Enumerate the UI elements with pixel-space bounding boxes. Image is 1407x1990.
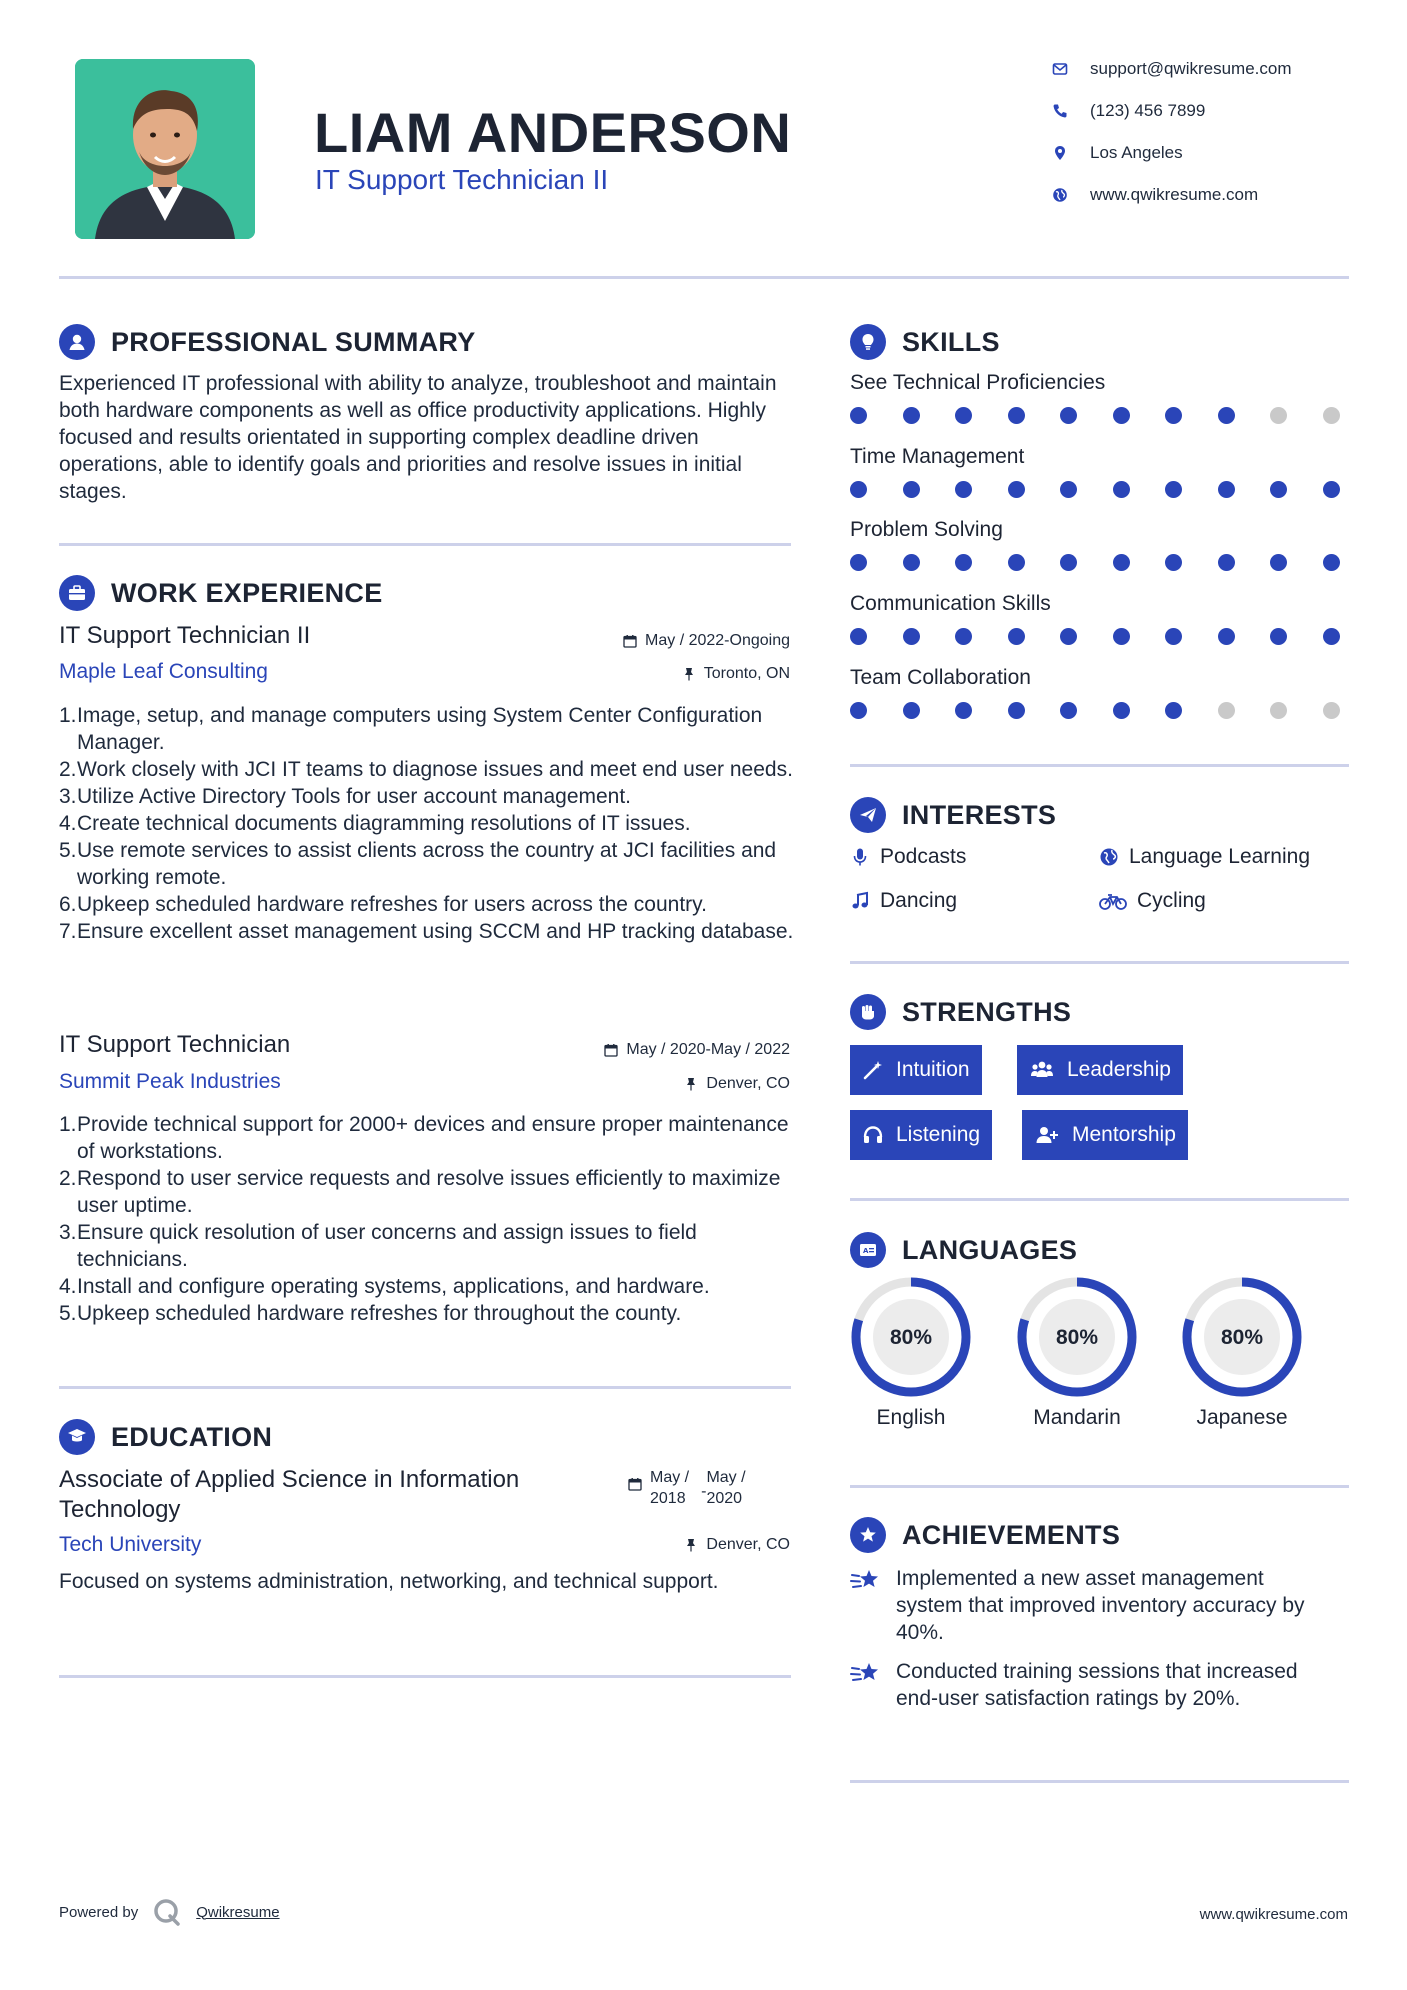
job-2-location (684, 1075, 790, 1093)
strengths-title: STRENGTHS (902, 996, 1072, 1027)
rating-dot-filled (1270, 628, 1287, 645)
interest-cycling (1099, 889, 1206, 913)
interest-podcasts (850, 845, 966, 869)
languages-heading (850, 1232, 1077, 1268)
rating-dot-filled (1270, 554, 1287, 571)
education-location-text: Denver, CO (706, 1536, 790, 1553)
education-location (684, 1536, 790, 1554)
skill-4 (850, 592, 1340, 645)
rating-dot-filled (903, 407, 920, 424)
rating-dot-filled (1165, 407, 1182, 424)
edu-end (706, 1467, 745, 1509)
summary-divider (59, 543, 791, 546)
phone-text: (123) 456 7899 (1090, 101, 1206, 120)
job-2-dates-text: May / 2020-May / 2022 (626, 1041, 790, 1058)
skill-4-rating (850, 628, 1340, 645)
summary-title: PROFESSIONAL SUMMARY (111, 326, 476, 357)
microphone-icon (850, 847, 870, 867)
rating-dot-filled (1060, 407, 1077, 424)
rating-dot-filled (903, 554, 920, 571)
skill-1-name: See Technical Proficiencies (850, 371, 1106, 394)
job-2-location-text: Denver, CO (706, 1075, 790, 1092)
list-item: 5. Upkeep scheduled hardware refreshes for throughout the county. (59, 1302, 682, 1325)
rating-dot-filled (1270, 481, 1287, 498)
rating-dot-filled (850, 481, 867, 498)
strength-listening (850, 1110, 992, 1160)
rating-dot-filled (850, 628, 867, 645)
achievements-divider (850, 1780, 1349, 1783)
job-1-dates (623, 632, 790, 650)
skill-3-name: Problem Solving (850, 518, 1003, 541)
contact-email[interactable] (1052, 57, 1292, 81)
strength-label: Mentorship (1072, 1123, 1176, 1146)
language-japanese-ring (1181, 1276, 1303, 1398)
degree-line-1: Associate of Applied Science in Information (59, 1466, 520, 1493)
interests-title: INTERESTS (902, 799, 1057, 830)
pushpin-icon (682, 667, 696, 681)
strengths-heading (850, 994, 1071, 1030)
magic-wand-icon (862, 1059, 884, 1081)
language-mandarin (992, 1276, 1162, 1430)
bicycle-icon (1099, 891, 1127, 911)
list-item: 1. Image, setup, and manage computers using System Center Configuration Manager. (59, 704, 763, 754)
pushpin-icon (684, 1077, 698, 1091)
strength-label: Intuition (896, 1058, 970, 1081)
language-mandarin-ring (1016, 1276, 1138, 1398)
fist-icon (850, 994, 886, 1030)
website-text: www.qwikresume.com (1090, 185, 1259, 204)
language-english (826, 1276, 996, 1430)
skill-1-rating (850, 407, 1340, 424)
strength-label: Leadership (1067, 1058, 1171, 1081)
rating-dot-filled (955, 481, 972, 498)
header-divider (59, 276, 1349, 279)
headphones-icon (862, 1124, 884, 1146)
rating-dot-filled (850, 407, 867, 424)
degree-line-2: Technology (59, 1496, 181, 1523)
experience-title: WORK EXPERIENCE (111, 577, 383, 608)
contact-location (1052, 141, 1183, 165)
rating-dot-filled (1218, 407, 1235, 424)
skills-title: SKILLS (902, 326, 1000, 357)
job-1-location-text: Toronto, ON (703, 665, 790, 682)
achievements-title: ACHIEVEMENTS (902, 1519, 1121, 1550)
language-card-icon (850, 1232, 886, 1268)
job-1-bullets (59, 702, 794, 945)
skill-3-rating (850, 554, 1340, 571)
skills-divider (850, 764, 1349, 767)
interests-heading (850, 797, 1056, 833)
job-1-location (682, 665, 790, 683)
calendar-icon (604, 1043, 618, 1057)
achievement-1-text: Implemented a new asset management system that improved inventory accuracy by 40%. (896, 1567, 1305, 1644)
rating-dot-filled (1218, 628, 1235, 645)
interest-label: Language Learning (1129, 845, 1311, 868)
user-icon (59, 324, 95, 360)
footer-website[interactable]: www.qwikresume.com (1199, 1906, 1348, 1923)
skills-heading (850, 324, 1000, 360)
qwikresume-logo-icon (152, 1897, 182, 1927)
shooting-star-icon (850, 1567, 882, 1595)
contact-phone[interactable] (1052, 99, 1205, 123)
rating-dot-filled (1113, 407, 1130, 424)
education-divider (59, 1675, 791, 1678)
edu-start-month: May / (650, 1469, 690, 1486)
contact-website[interactable] (1052, 183, 1258, 207)
education-description: Focused on systems administration, networking, and technical support. (59, 1570, 719, 1593)
list-item: 6. Upkeep scheduled hardware refreshes for users across the country. (59, 893, 707, 916)
shooting-star-icon (850, 1660, 882, 1688)
job-2-dates (604, 1041, 790, 1059)
skill-5-rating (850, 702, 1340, 719)
profile-photo (75, 59, 255, 239)
skill-5 (850, 666, 1340, 719)
interest-label: Podcasts (880, 845, 967, 868)
list-item: 7. Ensure excellent asset management using SCCM and HP tracking database. (59, 920, 794, 943)
language-mandarin-percent: 80% (1055, 1326, 1099, 1349)
list-item: 3. Utilize Active Directory Tools for user account management. (59, 785, 632, 808)
globe-icon (1099, 847, 1119, 867)
powered-by-text: Powered by (59, 1903, 139, 1921)
language-japanese-name: Japanese (1196, 1406, 1288, 1429)
language-english-ring (850, 1276, 972, 1398)
education-title: EDUCATION (111, 1421, 273, 1452)
group-icon (1029, 1059, 1055, 1081)
job-1-company: Maple Leaf Consulting (59, 660, 268, 683)
rating-dot-filled (1165, 628, 1182, 645)
skill-3 (850, 518, 1340, 571)
rating-dot-filled (903, 481, 920, 498)
pushpin-icon (684, 1538, 698, 1552)
rating-dot-empty (1218, 702, 1235, 719)
rating-dot-empty (1270, 702, 1287, 719)
edu-end-month: May / (706, 1469, 746, 1486)
list-item: 3. Ensure quick resolution of user concerns and assign issues to field technicians. (59, 1221, 697, 1271)
rating-dot-filled (1008, 554, 1025, 571)
rating-dot-filled (1113, 702, 1130, 719)
skill-5-name: Team Collaboration (850, 666, 1031, 689)
list-item: 2. Respond to user service requests and resolve issues efficiently to maximize user uptime. (59, 1167, 781, 1217)
lightbulb-icon (850, 324, 886, 360)
achievement-2-text: Conducted training sessions that increased end-user satisfaction ratings by 20%. (896, 1660, 1298, 1710)
rating-dot-filled (1113, 554, 1130, 571)
rating-dot-filled (1165, 702, 1182, 719)
rating-dot-filled (903, 702, 920, 719)
rating-dot-filled (1008, 702, 1025, 719)
calendar-icon (623, 634, 637, 648)
rating-dot-filled (850, 554, 867, 571)
rating-dot-filled (850, 702, 867, 719)
rating-dot-filled (1218, 554, 1235, 571)
summary-heading (59, 324, 476, 360)
rating-dot-filled (1113, 628, 1130, 645)
list-item: 4. Install and configure operating systems, applications, and hardware. (59, 1275, 710, 1298)
job-2-company: Summit Peak Industries (59, 1070, 281, 1093)
job-2-role: IT Support Technician (59, 1031, 291, 1058)
language-english-name: English (876, 1406, 946, 1429)
rating-dot-filled (1008, 407, 1025, 424)
skill-4-name: Communication Skills (850, 592, 1051, 615)
strength-label: Listening (896, 1123, 981, 1146)
edu-end-year: 2020 (706, 1490, 743, 1507)
globe-icon (1052, 187, 1068, 203)
rating-dot-filled (955, 702, 972, 719)
job-2-bullets (59, 1111, 794, 1327)
interests-divider (850, 961, 1349, 964)
map-pin-icon (1052, 145, 1068, 161)
interest-label: Dancing (880, 889, 958, 912)
paper-plane-icon (850, 797, 886, 833)
qwikresume-link[interactable]: Qwikresume (196, 1903, 280, 1921)
rating-dot-filled (1113, 481, 1130, 498)
experience-heading (59, 575, 383, 611)
edu-date-dash: - (701, 1483, 707, 1500)
skill-1 (850, 371, 1340, 424)
rating-dot-filled (1323, 554, 1340, 571)
add-user-icon (1034, 1124, 1060, 1146)
achievement-2 (850, 1658, 1336, 1712)
strength-mentorship (1022, 1110, 1188, 1160)
calendar-icon (628, 1477, 642, 1491)
interest-language-learning (1099, 845, 1310, 869)
candidate-name: LIAM ANDERSON (314, 101, 792, 164)
location-text: Los Angeles (1090, 143, 1183, 162)
summary-text: Experienced IT professional with ability to analyze, troubleshoot and maintain both hardware components as well as office productivity applications. Highly focused and results orientated in supporting complex deadline driven operations, able to identify goals and priorities and resolve issues in initial stages. (59, 372, 777, 503)
skill-2-name: Time Management (850, 445, 1025, 468)
list-item: 1. Provide technical support for 2000+ devices and ensure proper maintenance of workstations. (59, 1113, 789, 1163)
rating-dot-filled (955, 554, 972, 571)
rating-dot-filled (1060, 702, 1077, 719)
candidate-title: IT Support Technician II (315, 164, 609, 195)
rating-dot-filled (1165, 554, 1182, 571)
rating-dot-filled (955, 407, 972, 424)
language-japanese (1157, 1276, 1327, 1430)
graduate-icon (59, 1419, 95, 1455)
list-item: 5. Use remote services to assist clients across the country at JCI facilities and working remote. (59, 839, 777, 889)
language-japanese-percent: 80% (1220, 1326, 1264, 1349)
briefcase-icon (59, 575, 95, 611)
languages-divider (850, 1485, 1349, 1488)
list-item: 4. Create technical documents diagramming resolutions of IT issues. (59, 812, 691, 835)
edu-start-year: 2018 (650, 1490, 686, 1507)
education-school: Tech University (59, 1533, 202, 1556)
list-item: 2. Work closely with JCI IT teams to diagnose issues and meet end user needs. (59, 758, 793, 781)
education-heading (59, 1419, 272, 1455)
rating-dot-filled (1008, 628, 1025, 645)
education-dates (628, 1467, 746, 1509)
achievement-1 (850, 1565, 1336, 1646)
edu-start (650, 1467, 689, 1509)
envelope-icon (1052, 61, 1068, 77)
phone-icon (1052, 103, 1068, 119)
rating-dot-filled (1008, 481, 1025, 498)
rating-dot-filled (1165, 481, 1182, 498)
skill-2-rating (850, 481, 1340, 498)
rating-dot-filled (1060, 554, 1077, 571)
rating-dot-filled (1060, 481, 1077, 498)
job-1-role: IT Support Technician II (59, 622, 311, 649)
strength-leadership (1017, 1045, 1183, 1095)
rating-dot-filled (1060, 628, 1077, 645)
star-badge-icon (850, 1517, 886, 1553)
svg-text:A: A (863, 1247, 869, 1255)
rating-dot-filled (1323, 481, 1340, 498)
rating-dot-empty (1270, 407, 1287, 424)
rating-dot-filled (1218, 481, 1235, 498)
rating-dot-empty (1323, 407, 1340, 424)
rating-dot-filled (955, 628, 972, 645)
job-1-dates-text: May / 2022-Ongoing (645, 632, 790, 649)
language-mandarin-name: Mandarin (1033, 1406, 1121, 1429)
footer-powered-by (59, 1897, 280, 1927)
language-english-percent: 80% (889, 1326, 933, 1349)
strengths-divider (850, 1198, 1349, 1201)
email-text: support@qwikresume.com (1090, 59, 1292, 78)
music-note-icon (850, 891, 870, 911)
skill-2 (850, 445, 1340, 498)
experience-divider (59, 1386, 791, 1389)
rating-dot-filled (903, 628, 920, 645)
education-degree (59, 1465, 619, 1525)
rating-dot-filled (1323, 628, 1340, 645)
achievements-heading (850, 1517, 1120, 1553)
languages-title: LANGUAGES (902, 1234, 1078, 1265)
interest-dancing (850, 889, 957, 913)
rating-dot-empty (1323, 702, 1340, 719)
interest-label: Cycling (1137, 889, 1206, 912)
strength-intuition (850, 1045, 982, 1095)
